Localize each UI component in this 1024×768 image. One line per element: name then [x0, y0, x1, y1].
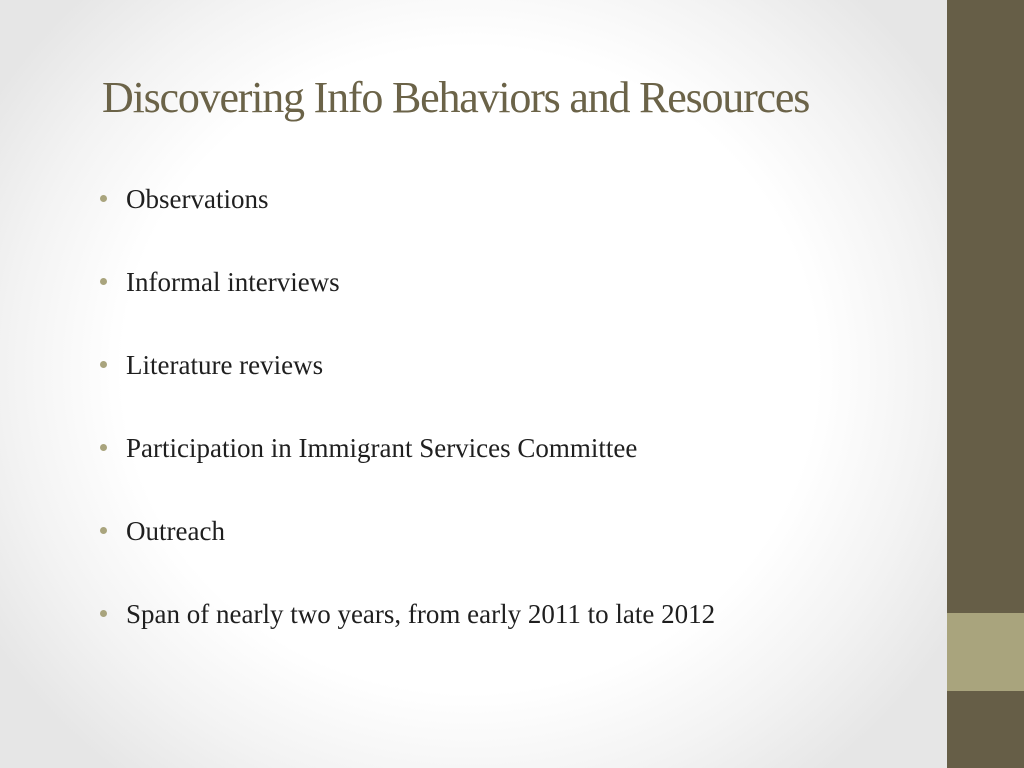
- bullet-text: Literature reviews: [126, 350, 324, 380]
- sidebar-accent-block: [947, 613, 1024, 691]
- bullet-item: [100, 427, 930, 510]
- bullet-text: Informal interviews: [126, 267, 340, 297]
- bullet-icon: [100, 444, 107, 451]
- bullet-item: [100, 178, 930, 261]
- slide-title: Discovering Info Behaviors and Resources: [102, 73, 810, 122]
- bullet-icon: [100, 278, 107, 285]
- bullet-icon: [100, 527, 107, 534]
- bullet-icon: [100, 610, 107, 617]
- bullet-item: [100, 261, 930, 344]
- bullet-text: Participation in Immigrant Services Committee: [126, 433, 638, 463]
- bullet-icon: [100, 195, 107, 202]
- bullet-icon: [100, 361, 107, 368]
- bullet-text: Outreach: [126, 516, 225, 546]
- bullet-list: [100, 178, 930, 676]
- bullet-item: [100, 510, 930, 593]
- bullet-text: Span of nearly two years, from early 2011 to late 2012: [126, 599, 716, 629]
- bullet-text: Observations: [126, 184, 269, 214]
- bullet-item: [100, 344, 930, 427]
- bullet-item: [100, 593, 930, 676]
